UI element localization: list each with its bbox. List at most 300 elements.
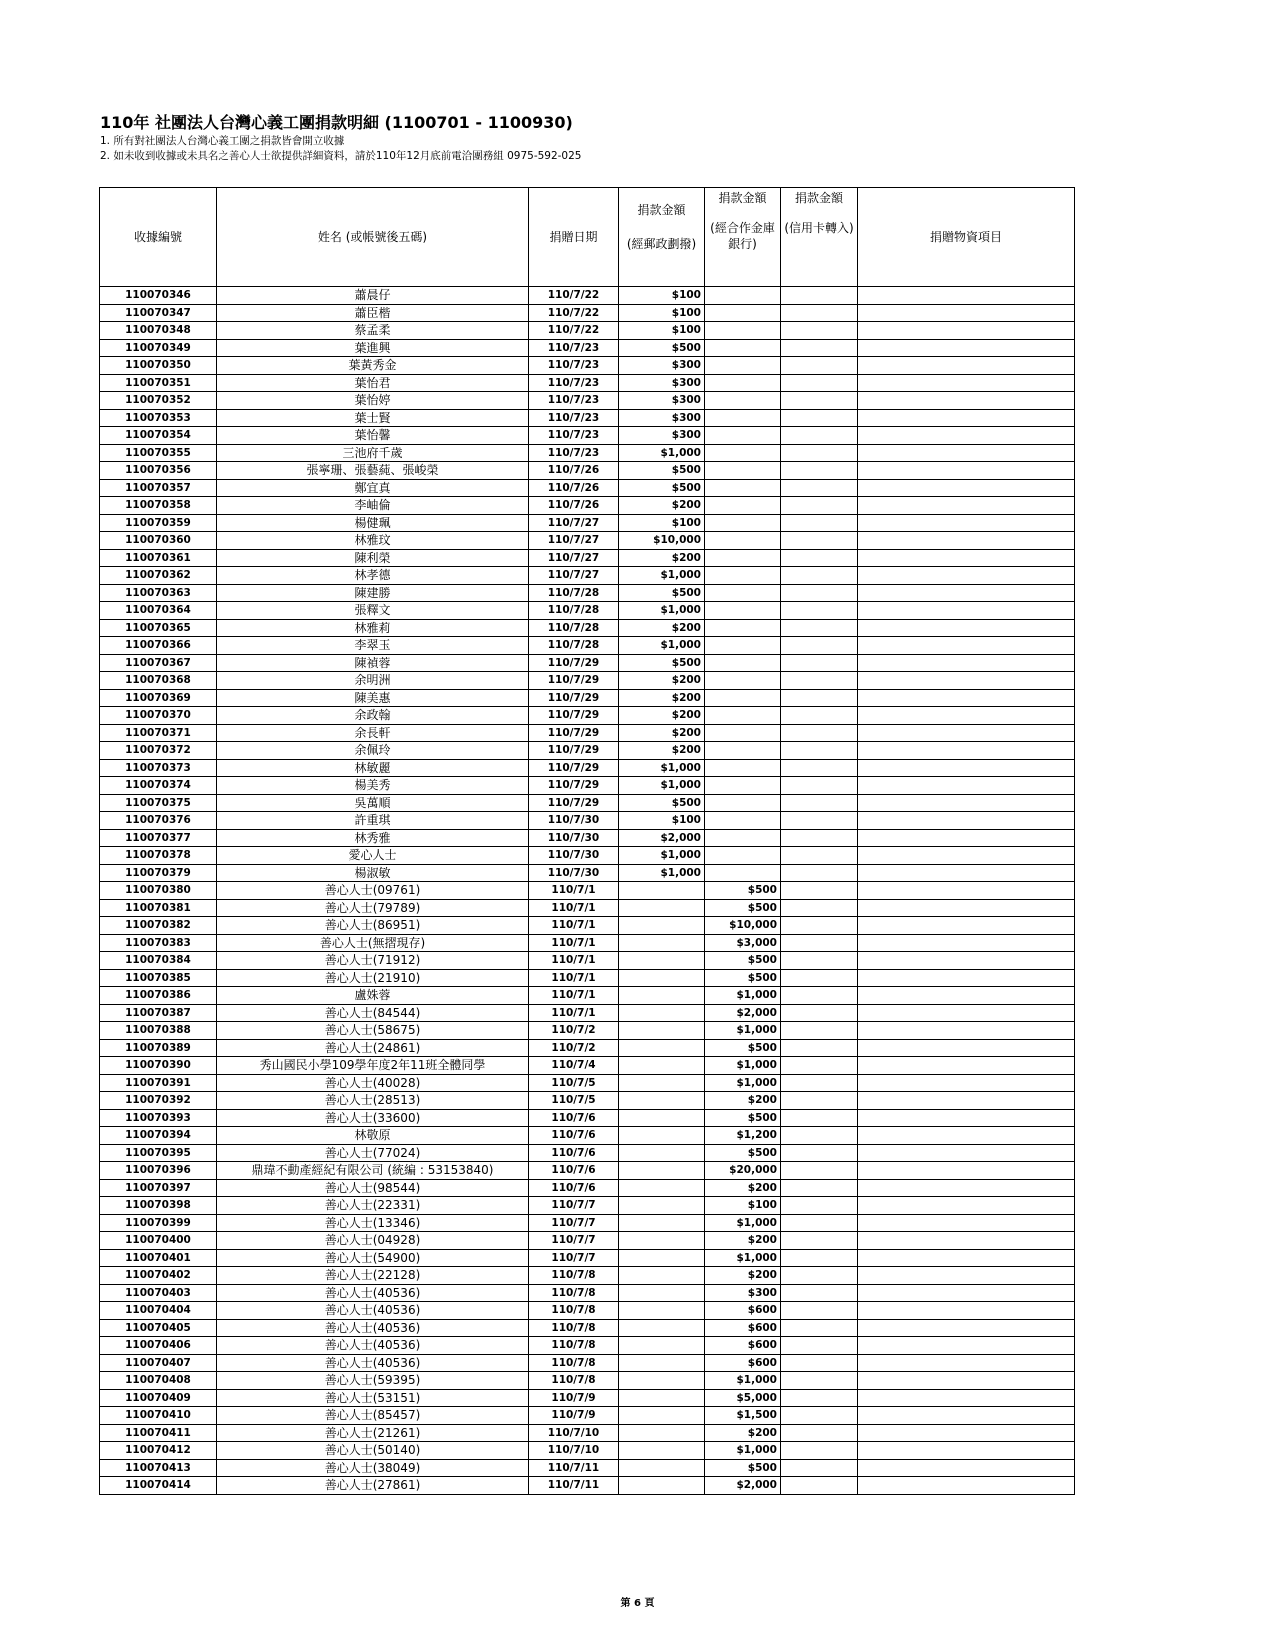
cell-donor-name: 林孝德 bbox=[217, 567, 529, 585]
cell-donor-name: 善心人士(21261) bbox=[217, 1424, 529, 1442]
header-amount-bank-label: 捐款金額 bbox=[718, 191, 767, 205]
cell-amount-bank: $500 bbox=[705, 1144, 781, 1162]
cell-amount-bank bbox=[705, 742, 781, 760]
table-row bbox=[100, 532, 1075, 550]
cell-receipt-id: 110070383 bbox=[100, 934, 217, 952]
header-donated-items: 捐贈物資項目 bbox=[858, 188, 1075, 287]
cell-donated-items bbox=[858, 1022, 1075, 1040]
table-row bbox=[100, 1232, 1075, 1250]
cell-amount-bank bbox=[705, 672, 781, 690]
cell-donation-date: 110/7/30 bbox=[529, 812, 619, 830]
table-row bbox=[100, 1074, 1075, 1092]
cell-donation-date: 110/7/6 bbox=[529, 1109, 619, 1127]
cell-donation-date: 110/7/2 bbox=[529, 1022, 619, 1040]
cell-amount-postal bbox=[619, 1214, 705, 1232]
cell-amount-bank: $1,000 bbox=[705, 1022, 781, 1040]
cell-amount-postal bbox=[619, 1074, 705, 1092]
cell-donated-items bbox=[858, 1442, 1075, 1460]
cell-donor-name: 善心人士(28513) bbox=[217, 1092, 529, 1110]
cell-donation-date: 110/7/22 bbox=[529, 304, 619, 322]
cell-donated-items bbox=[858, 847, 1075, 865]
cell-amount-bank: $1,000 bbox=[705, 1074, 781, 1092]
cell-amount-bank bbox=[705, 444, 781, 462]
header-amount-card-label: 捐款金額 bbox=[794, 191, 843, 205]
cell-donated-items bbox=[858, 357, 1075, 375]
cell-donation-date: 110/7/23 bbox=[529, 392, 619, 410]
cell-donation-date: 110/7/27 bbox=[529, 532, 619, 550]
cell-amount-card bbox=[781, 1407, 858, 1425]
cell-amount-postal bbox=[619, 1022, 705, 1040]
cell-donor-name: 善心人士(53151) bbox=[217, 1389, 529, 1407]
cell-donor-name: 善心人士(40536) bbox=[217, 1337, 529, 1355]
cell-donation-date: 110/7/30 bbox=[529, 864, 619, 882]
cell-receipt-id: 110070366 bbox=[100, 637, 217, 655]
cell-donor-name: 盧姝蓉 bbox=[217, 987, 529, 1005]
cell-amount-card bbox=[781, 672, 858, 690]
cell-amount-bank bbox=[705, 602, 781, 620]
cell-amount-card bbox=[781, 969, 858, 987]
cell-donation-date: 110/7/8 bbox=[529, 1372, 619, 1390]
cell-amount-bank bbox=[705, 339, 781, 357]
cell-amount-bank: $500 bbox=[705, 952, 781, 970]
cell-amount-postal: $10,000 bbox=[619, 532, 705, 550]
cell-donation-date: 110/7/29 bbox=[529, 707, 619, 725]
cell-donation-date: 110/7/5 bbox=[529, 1074, 619, 1092]
cell-amount-postal: $1,000 bbox=[619, 864, 705, 882]
cell-amount-card bbox=[781, 1092, 858, 1110]
cell-donation-date: 110/7/7 bbox=[529, 1249, 619, 1267]
cell-amount-bank: $500 bbox=[705, 969, 781, 987]
cell-donation-date: 110/7/23 bbox=[529, 374, 619, 392]
cell-amount-card bbox=[781, 882, 858, 900]
cell-donor-name: 善心人士(38049) bbox=[217, 1459, 529, 1477]
cell-donation-date: 110/7/11 bbox=[529, 1459, 619, 1477]
cell-donor-name: 善心人士(40536) bbox=[217, 1302, 529, 1320]
cell-amount-card bbox=[781, 812, 858, 830]
cell-donated-items bbox=[858, 707, 1075, 725]
table-row bbox=[100, 689, 1075, 707]
cell-amount-card bbox=[781, 339, 858, 357]
cell-amount-postal bbox=[619, 952, 705, 970]
cell-amount-postal: $1,000 bbox=[619, 637, 705, 655]
cell-donation-date: 110/7/27 bbox=[529, 549, 619, 567]
cell-receipt-id: 110070391 bbox=[100, 1074, 217, 1092]
cell-receipt-id: 110070374 bbox=[100, 777, 217, 795]
cell-donor-name: 善心人士(22331) bbox=[217, 1197, 529, 1215]
cell-amount-postal bbox=[619, 1442, 705, 1460]
cell-amount-card bbox=[781, 357, 858, 375]
cell-donor-name: 善心人士(50140) bbox=[217, 1442, 529, 1460]
cell-receipt-id: 110070369 bbox=[100, 689, 217, 707]
cell-donation-date: 110/7/6 bbox=[529, 1144, 619, 1162]
cell-donation-date: 110/7/29 bbox=[529, 724, 619, 742]
cell-amount-postal bbox=[619, 987, 705, 1005]
cell-amount-card bbox=[781, 409, 858, 427]
cell-amount-card bbox=[781, 829, 858, 847]
cell-donor-name: 善心人士(40536) bbox=[217, 1354, 529, 1372]
header-amount-bank-sub: (經合作金庫銀行) bbox=[710, 221, 775, 251]
cell-donation-date: 110/7/1 bbox=[529, 987, 619, 1005]
cell-amount-postal: $300 bbox=[619, 427, 705, 445]
cell-receipt-id: 110070381 bbox=[100, 899, 217, 917]
cell-donation-date: 110/7/8 bbox=[529, 1302, 619, 1320]
cell-donor-name: 陳利榮 bbox=[217, 549, 529, 567]
cell-amount-card bbox=[781, 1109, 858, 1127]
cell-donated-items bbox=[858, 689, 1075, 707]
cell-receipt-id: 110070362 bbox=[100, 567, 217, 585]
table-row bbox=[100, 1302, 1075, 1320]
cell-receipt-id: 110070405 bbox=[100, 1319, 217, 1337]
cell-amount-card bbox=[781, 1057, 858, 1075]
cell-donation-date: 110/7/4 bbox=[529, 1057, 619, 1075]
cell-amount-postal: $100 bbox=[619, 812, 705, 830]
table-row bbox=[100, 1109, 1075, 1127]
cell-amount-bank bbox=[705, 637, 781, 655]
cell-donor-name: 余政翰 bbox=[217, 707, 529, 725]
table-row bbox=[100, 287, 1075, 305]
table-row bbox=[100, 882, 1075, 900]
cell-donated-items bbox=[858, 1337, 1075, 1355]
cell-donor-name: 張釋文 bbox=[217, 602, 529, 620]
cell-amount-postal: $1,000 bbox=[619, 847, 705, 865]
table-row bbox=[100, 497, 1075, 515]
cell-amount-card bbox=[781, 567, 858, 585]
cell-donor-name: 蕭臣楷 bbox=[217, 304, 529, 322]
cell-donated-items bbox=[858, 1074, 1075, 1092]
cell-donation-date: 110/7/8 bbox=[529, 1267, 619, 1285]
cell-donor-name: 陳禎蓉 bbox=[217, 654, 529, 672]
cell-donation-date: 110/7/27 bbox=[529, 514, 619, 532]
cell-receipt-id: 110070367 bbox=[100, 654, 217, 672]
table-row bbox=[100, 1407, 1075, 1425]
cell-amount-postal bbox=[619, 1057, 705, 1075]
cell-receipt-id: 110070401 bbox=[100, 1249, 217, 1267]
cell-amount-postal bbox=[619, 1039, 705, 1057]
table-row bbox=[100, 1144, 1075, 1162]
cell-donor-name: 善心人士(79789) bbox=[217, 899, 529, 917]
cell-donated-items bbox=[858, 759, 1075, 777]
cell-donated-items bbox=[858, 864, 1075, 882]
cell-amount-bank bbox=[705, 567, 781, 585]
cell-amount-card bbox=[781, 1214, 858, 1232]
table-row bbox=[100, 1284, 1075, 1302]
table-row bbox=[100, 1214, 1075, 1232]
cell-donated-items bbox=[858, 409, 1075, 427]
cell-amount-card bbox=[781, 532, 858, 550]
cell-amount-card bbox=[781, 1459, 858, 1477]
cell-amount-postal: $200 bbox=[619, 742, 705, 760]
cell-amount-card bbox=[781, 1284, 858, 1302]
cell-donation-date: 110/7/23 bbox=[529, 427, 619, 445]
cell-donated-items bbox=[858, 1389, 1075, 1407]
cell-amount-bank bbox=[705, 497, 781, 515]
cell-receipt-id: 110070356 bbox=[100, 462, 217, 480]
table-row bbox=[100, 1249, 1075, 1267]
cell-donation-date: 110/7/8 bbox=[529, 1337, 619, 1355]
cell-donation-date: 110/7/8 bbox=[529, 1319, 619, 1337]
cell-amount-postal bbox=[619, 969, 705, 987]
table-row bbox=[100, 357, 1075, 375]
cell-donated-items bbox=[858, 619, 1075, 637]
cell-receipt-id: 110070360 bbox=[100, 532, 217, 550]
cell-amount-postal: $300 bbox=[619, 374, 705, 392]
cell-donation-date: 110/7/29 bbox=[529, 742, 619, 760]
table-row bbox=[100, 812, 1075, 830]
cell-receipt-id: 110070346 bbox=[100, 287, 217, 305]
cell-amount-card bbox=[781, 287, 858, 305]
cell-donated-items bbox=[858, 812, 1075, 830]
cell-amount-bank: $1,000 bbox=[705, 1249, 781, 1267]
cell-amount-card bbox=[781, 777, 858, 795]
cell-donor-name: 善心人士(59395) bbox=[217, 1372, 529, 1390]
cell-receipt-id: 110070397 bbox=[100, 1179, 217, 1197]
table-row bbox=[100, 759, 1075, 777]
cell-donation-date: 110/7/26 bbox=[529, 497, 619, 515]
cell-amount-postal bbox=[619, 1407, 705, 1425]
cell-amount-bank bbox=[705, 847, 781, 865]
table-body bbox=[100, 287, 1075, 1495]
cell-donor-name: 葉進興 bbox=[217, 339, 529, 357]
cell-donation-date: 110/7/22 bbox=[529, 287, 619, 305]
cell-donor-name: 余明洲 bbox=[217, 672, 529, 690]
cell-amount-postal: $300 bbox=[619, 357, 705, 375]
cell-donation-date: 110/7/27 bbox=[529, 567, 619, 585]
cell-amount-postal bbox=[619, 1109, 705, 1127]
cell-amount-bank: $200 bbox=[705, 1424, 781, 1442]
cell-receipt-id: 110070357 bbox=[100, 479, 217, 497]
cell-amount-bank: $10,000 bbox=[705, 917, 781, 935]
cell-donation-date: 110/7/29 bbox=[529, 777, 619, 795]
cell-donated-items bbox=[858, 1354, 1075, 1372]
cell-amount-postal: $1,000 bbox=[619, 759, 705, 777]
cell-amount-bank: $200 bbox=[705, 1232, 781, 1250]
cell-amount-bank: $500 bbox=[705, 882, 781, 900]
cell-amount-postal: $500 bbox=[619, 794, 705, 812]
cell-donation-date: 110/7/29 bbox=[529, 794, 619, 812]
cell-amount-card bbox=[781, 742, 858, 760]
cell-donation-date: 110/7/23 bbox=[529, 357, 619, 375]
cell-amount-postal bbox=[619, 1284, 705, 1302]
cell-amount-bank bbox=[705, 479, 781, 497]
table-row bbox=[100, 1459, 1075, 1477]
header-amount-postal bbox=[619, 188, 705, 287]
cell-donor-name: 善心人士(04928) bbox=[217, 1232, 529, 1250]
cell-amount-bank: $1,200 bbox=[705, 1127, 781, 1145]
cell-donated-items bbox=[858, 497, 1075, 515]
cell-amount-bank bbox=[705, 532, 781, 550]
table-row bbox=[100, 567, 1075, 585]
cell-amount-bank: $1,000 bbox=[705, 987, 781, 1005]
table-row bbox=[100, 847, 1075, 865]
cell-donated-items bbox=[858, 637, 1075, 655]
cell-amount-bank: $200 bbox=[705, 1267, 781, 1285]
cell-amount-postal bbox=[619, 899, 705, 917]
cell-amount-bank: $5,000 bbox=[705, 1389, 781, 1407]
cell-donation-date: 110/7/23 bbox=[529, 409, 619, 427]
cell-receipt-id: 110070380 bbox=[100, 882, 217, 900]
cell-donor-name: 陳建勝 bbox=[217, 584, 529, 602]
cell-amount-postal bbox=[619, 1249, 705, 1267]
cell-donor-name: 林秀雅 bbox=[217, 829, 529, 847]
cell-amount-bank bbox=[705, 829, 781, 847]
cell-receipt-id: 110070365 bbox=[100, 619, 217, 637]
cell-amount-card bbox=[781, 864, 858, 882]
cell-donated-items bbox=[858, 1109, 1075, 1127]
cell-amount-postal: $100 bbox=[619, 304, 705, 322]
cell-receipt-id: 110070393 bbox=[100, 1109, 217, 1127]
cell-amount-card bbox=[781, 1162, 858, 1180]
header-donor-name: 姓名 (或帳號後五碼) bbox=[217, 188, 529, 287]
cell-donated-items bbox=[858, 1179, 1075, 1197]
cell-donation-date: 110/7/23 bbox=[529, 339, 619, 357]
cell-donor-name: 余佩玲 bbox=[217, 742, 529, 760]
cell-amount-postal bbox=[619, 1267, 705, 1285]
cell-amount-bank bbox=[705, 619, 781, 637]
cell-amount-postal: $200 bbox=[619, 689, 705, 707]
table-row bbox=[100, 724, 1075, 742]
cell-amount-bank bbox=[705, 392, 781, 410]
cell-donor-name: 楊美秀 bbox=[217, 777, 529, 795]
cell-amount-card bbox=[781, 1179, 858, 1197]
cell-receipt-id: 110070382 bbox=[100, 917, 217, 935]
cell-donation-date: 110/7/28 bbox=[529, 637, 619, 655]
cell-donated-items bbox=[858, 672, 1075, 690]
cell-receipt-id: 110070395 bbox=[100, 1144, 217, 1162]
cell-amount-postal bbox=[619, 1197, 705, 1215]
cell-donor-name: 善心人士(40028) bbox=[217, 1074, 529, 1092]
cell-donated-items bbox=[858, 882, 1075, 900]
cell-donated-items bbox=[858, 899, 1075, 917]
table-row bbox=[100, 462, 1075, 480]
cell-amount-card bbox=[781, 1232, 858, 1250]
cell-donated-items bbox=[858, 1197, 1075, 1215]
cell-amount-bank bbox=[705, 759, 781, 777]
cell-donation-date: 110/7/7 bbox=[529, 1214, 619, 1232]
table-row bbox=[100, 584, 1075, 602]
cell-amount-bank bbox=[705, 812, 781, 830]
cell-donor-name: 陳美惠 bbox=[217, 689, 529, 707]
cell-amount-card bbox=[781, 427, 858, 445]
table-row bbox=[100, 322, 1075, 340]
cell-amount-card bbox=[781, 654, 858, 672]
table-row bbox=[100, 1004, 1075, 1022]
cell-amount-card bbox=[781, 1442, 858, 1460]
cell-donation-date: 110/7/29 bbox=[529, 759, 619, 777]
cell-amount-card bbox=[781, 1372, 858, 1390]
table-row bbox=[100, 1197, 1075, 1215]
cell-donor-name: 林敏麗 bbox=[217, 759, 529, 777]
cell-donor-name: 善心人士(40536) bbox=[217, 1284, 529, 1302]
table-row bbox=[100, 952, 1075, 970]
cell-amount-bank: $100 bbox=[705, 1197, 781, 1215]
cell-donated-items bbox=[858, 969, 1075, 987]
cell-amount-card bbox=[781, 584, 858, 602]
cell-amount-bank bbox=[705, 794, 781, 812]
cell-donated-items bbox=[858, 392, 1075, 410]
cell-amount-postal bbox=[619, 1179, 705, 1197]
table-row bbox=[100, 654, 1075, 672]
table-row bbox=[100, 339, 1075, 357]
cell-amount-postal bbox=[619, 1144, 705, 1162]
cell-receipt-id: 110070413 bbox=[100, 1459, 217, 1477]
cell-donated-items bbox=[858, 1407, 1075, 1425]
cell-receipt-id: 110070392 bbox=[100, 1092, 217, 1110]
cell-amount-postal: $500 bbox=[619, 479, 705, 497]
cell-amount-bank: $600 bbox=[705, 1319, 781, 1337]
cell-receipt-id: 110070388 bbox=[100, 1022, 217, 1040]
cell-donated-items bbox=[858, 1319, 1075, 1337]
cell-amount-postal: $1,000 bbox=[619, 777, 705, 795]
cell-donated-items bbox=[858, 514, 1075, 532]
cell-donor-name: 鄭宜真 bbox=[217, 479, 529, 497]
cell-donated-items bbox=[858, 322, 1075, 340]
cell-amount-card bbox=[781, 1039, 858, 1057]
cell-donor-name: 鼎瑋不動產經紀有限公司 (統編 : 53153840) bbox=[217, 1162, 529, 1180]
cell-amount-card bbox=[781, 1424, 858, 1442]
cell-amount-card bbox=[781, 304, 858, 322]
cell-receipt-id: 110070375 bbox=[100, 794, 217, 812]
cell-receipt-id: 110070370 bbox=[100, 707, 217, 725]
header-amount-postal-label: 捐款金額 bbox=[637, 203, 686, 217]
cell-amount-bank bbox=[705, 584, 781, 602]
cell-amount-card bbox=[781, 444, 858, 462]
cell-amount-bank bbox=[705, 777, 781, 795]
cell-amount-bank bbox=[705, 357, 781, 375]
cell-amount-postal bbox=[619, 1127, 705, 1145]
cell-receipt-id: 110070355 bbox=[100, 444, 217, 462]
cell-amount-bank: $500 bbox=[705, 1039, 781, 1057]
cell-donor-name: 楊健珮 bbox=[217, 514, 529, 532]
cell-receipt-id: 110070378 bbox=[100, 847, 217, 865]
cell-donation-date: 110/7/6 bbox=[529, 1127, 619, 1145]
table-row bbox=[100, 1179, 1075, 1197]
cell-donation-date: 110/7/1 bbox=[529, 934, 619, 952]
cell-receipt-id: 110070386 bbox=[100, 987, 217, 1005]
cell-amount-bank bbox=[705, 654, 781, 672]
cell-donated-items bbox=[858, 1302, 1075, 1320]
cell-amount-card bbox=[781, 479, 858, 497]
cell-amount-postal bbox=[619, 1337, 705, 1355]
cell-donation-date: 110/7/23 bbox=[529, 444, 619, 462]
cell-receipt-id: 110070400 bbox=[100, 1232, 217, 1250]
table-row bbox=[100, 549, 1075, 567]
cell-amount-card bbox=[781, 1477, 858, 1495]
cell-amount-postal: $300 bbox=[619, 409, 705, 427]
cell-amount-card bbox=[781, 1074, 858, 1092]
cell-donated-items bbox=[858, 1424, 1075, 1442]
cell-amount-card bbox=[781, 322, 858, 340]
cell-amount-bank: $200 bbox=[705, 1092, 781, 1110]
cell-donor-name: 善心人士(33600) bbox=[217, 1109, 529, 1127]
table-row bbox=[100, 672, 1075, 690]
cell-donated-items bbox=[858, 1162, 1075, 1180]
table-row bbox=[100, 934, 1075, 952]
cell-amount-postal bbox=[619, 1092, 705, 1110]
cell-donation-date: 110/7/11 bbox=[529, 1477, 619, 1495]
cell-donation-date: 110/7/10 bbox=[529, 1442, 619, 1460]
cell-amount-card bbox=[781, 1319, 858, 1337]
cell-amount-bank: $200 bbox=[705, 1179, 781, 1197]
cell-amount-card bbox=[781, 847, 858, 865]
cell-donated-items bbox=[858, 724, 1075, 742]
cell-amount-card bbox=[781, 794, 858, 812]
cell-receipt-id: 110070349 bbox=[100, 339, 217, 357]
cell-receipt-id: 110070389 bbox=[100, 1039, 217, 1057]
cell-donation-date: 110/7/6 bbox=[529, 1162, 619, 1180]
table-row bbox=[100, 514, 1075, 532]
cell-amount-postal bbox=[619, 1459, 705, 1477]
cell-receipt-id: 110070384 bbox=[100, 952, 217, 970]
